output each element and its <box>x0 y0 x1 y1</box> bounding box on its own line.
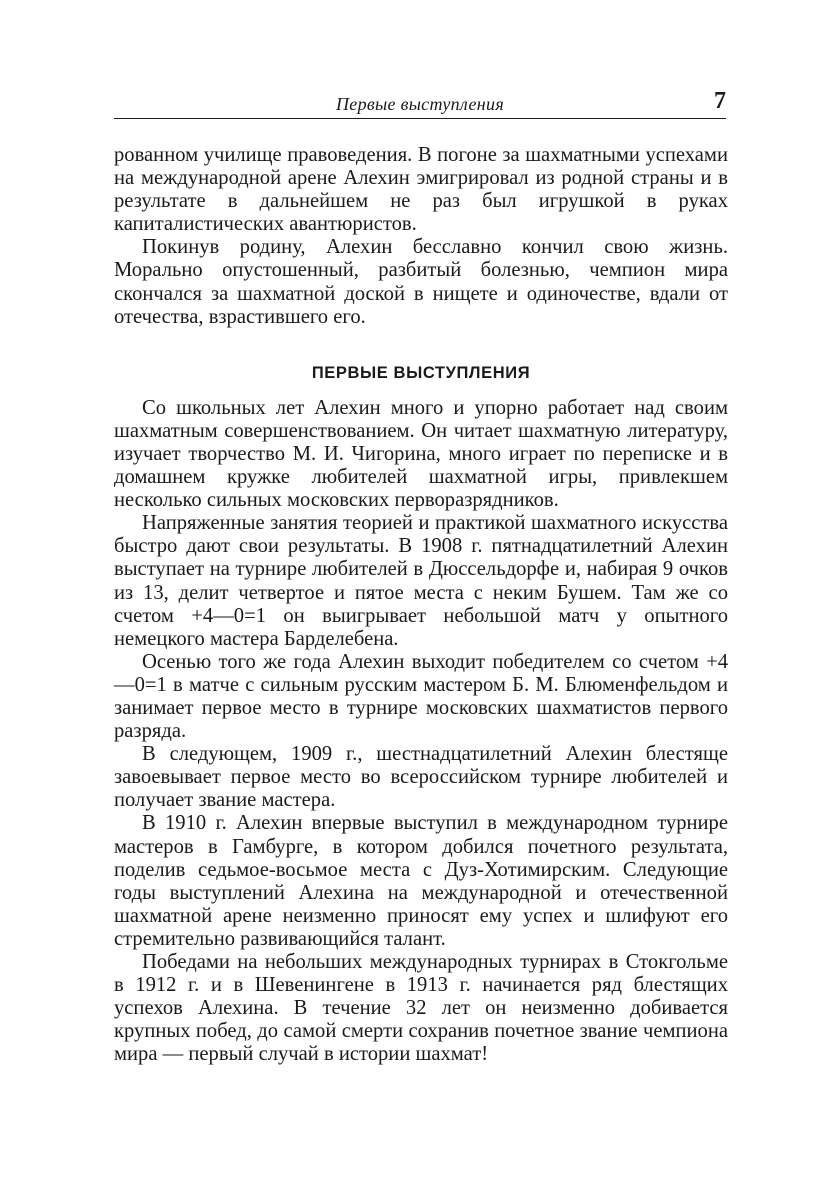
section-spacer <box>114 383 728 397</box>
section-heading: ПЕРВЫЕ ВЫСТУПЛЕНИЯ <box>311 363 531 382</box>
header-rule <box>114 118 726 119</box>
running-head <box>114 88 726 120</box>
paragraph: В 1910 г. Алехин впервые выступил в международном турнире мастеров в Гамбурге, в котором добился почетного результата, поделив седьмое-восьмое места с Дуз-Хотимирским. Следующие годы выступлений Алехина на международной и отечественной шахматной арене неизменно приносят ему успех и шлифуют его стремительно развивающийся талант. <box>114 812 728 950</box>
paragraph: В следующем, 1909 г., шестнадцатилетний Алехин блестяще завоевывает первое место во всероссийском турнире любителей и получает звание мастера. <box>114 743 728 812</box>
paragraph: Осенью того же года Алехин выходит победителем со счетом +4—0=1 в матче с сильным русским мастером Б. М. Блюменфельдом и занимает первое место в турнире московских шахматистов первого разряда. <box>114 650 728 743</box>
paragraph: Напряженные занятия теорией и практикой шахматного искусства быстро дают свои результаты. В 1908 г. пятнадцатилетний Алехин выступает на турнире любителей в Дюссельдорфе и, набирая 9 очков из 13, делит четвертое и пятое места с неким Бушем. Там же со счетом +4—0=1 он выигрывает небольшой матч у опытного немецкого мастера Барделебена. <box>114 512 728 650</box>
running-title: Первые выступления <box>336 94 504 114</box>
paragraph: Покинув родину, Алехин бесславно кончил свою жизнь. Морально опустошенный, разбитый болезнью, чемпион мира скончался за шахматной доской в нищете и одиночестве, вдали от отечества, взрастившего его. <box>114 236 728 328</box>
paragraph: Со школьных лет Алехин много и упорно работает над своим шахматным совершенствованием. Он читает шахматную литературу, изучает творчество М. И. Чигорина, много играет по переписке и в домашнем кружке любителей шахматной игры, привлекшем несколько сильных московских перворазрядников. <box>114 396 728 512</box>
section-spacer <box>114 329 728 363</box>
paragraph: Победами на небольших международных турнирах в Стокгольме в 1912 г. и в Шевенингене в 1913 г. начинается ряд блестящих успехов Алехина. В течение 32 лет он неизменно добивается крупных побед, до самой смерти сохранив почетное звание чемпиона мира — первый случай в истории шахмат! <box>114 951 728 1066</box>
paragraph-continuation: рованном училище правоведения. В погоне за шахматными успехами на международной арене Алехин эмигрировал из родной страны и в результате в дальнейшем не раз был игрушкой в руках капиталистических авантюристов. <box>114 144 728 236</box>
body-text <box>114 144 728 1066</box>
page-number: 7 <box>714 88 726 114</box>
